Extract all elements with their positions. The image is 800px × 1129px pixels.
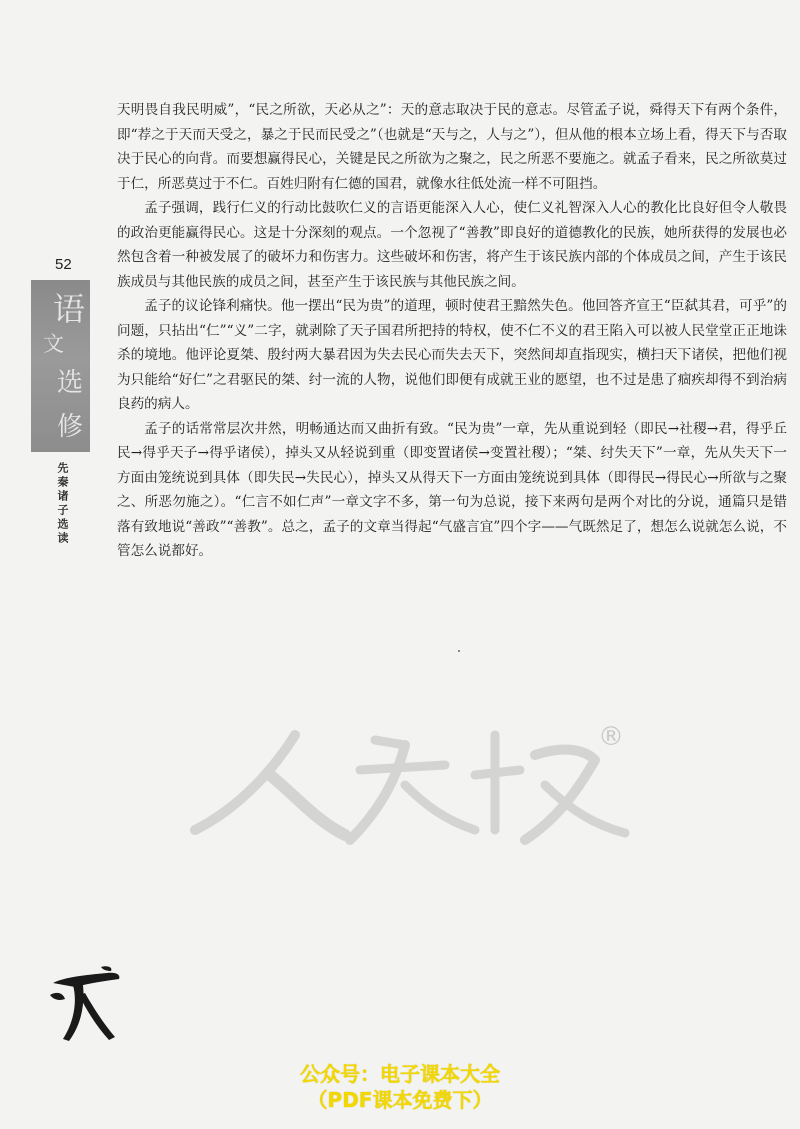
promo-line-2: （PDF课本免费下） xyxy=(307,1088,493,1112)
side-tab-glyph-4: 修 xyxy=(57,412,84,442)
series-title: 先秦诸子选读 xyxy=(56,462,69,546)
registered-mark: ® xyxy=(598,722,624,752)
side-tab-glyph-3: 选 xyxy=(57,368,84,398)
page-number: 52 xyxy=(55,256,72,273)
promo-line-1: 公众号：电子课本大全 xyxy=(300,1062,500,1086)
body-text xyxy=(117,98,787,564)
side-tab xyxy=(31,280,90,452)
publisher-watermark-logo xyxy=(175,715,645,855)
paragraph-2: 孟子强调，践行仁义的行动比鼓吹仁义的言语更能深入人心，使仁义礼智深入人心的教化比良好但令人敬畏的政治更能赢得民心。这是十分深刻的观点。一个忽视了“善教”即良好的道德教化的民族，她所获得的发展也必然包含着一种被发展了的破坏力和伤害力。这些破坏和伤害，将产生于该民族内部的个体成员之间，产生于该民族成员与其他民族的成员之间，甚至产生于该民族与其他民族之间。 xyxy=(117,200,787,290)
brush-ornament-icon xyxy=(45,965,125,1045)
scan-speck xyxy=(458,650,460,652)
paragraph-4: 孟子的话常常层次井然，明畅通达而又曲折有致。“民为贵”一章，先从重说到轻（即民→社稷→君，得乎丘民→得乎天子→得乎诸侯），掉头又从轻说到重（即变置诸侯→变置社稷）；“桀、纣失天下”一章，先从失天下一方面由笼统说到具体（即失民→失民心），掉头又从得天下一方面由笼统说到具体（即得民→得民心→所欲与之聚之、所恶勿施之）。“仁言不如仁声”一章文字不多，第一句为总说，接下来两句是两个对比的分说，通篇只是错落有致地说“善政”“善教”。总之，孟子的文章当得起“气盛言宜”四个字——气既然足了，想怎么说就怎么说，不管怎么说都好。 xyxy=(117,420,787,559)
side-tab-glyph-1: 语 xyxy=(53,290,86,328)
paragraph-3: 孟子的议论锋利痛快。他一摆出“民为贵”的道理，顿时使君王黯然失色。他回答齐宣王“臣弑其君，可乎”的问题，只拈出“仁”“义”二字，就剥除了天子国君所把持的特权，使不仁不义的君王陷入可以被人民堂堂正正地诛杀的境地。他评论夏桀、殷纣两大暴君因为失去民心而失去天下，突然间却直指现实，横扫天下诸侯，把他们视为只能给“好仁”之君驱民的桀、纣一流的人物，说他们即便有成就王业的愿望，也不过是患了痼疾却得不到治病良药的病人。 xyxy=(117,298,787,412)
paragraph-1: 天明畏自我民明威”，“民之所欲，天必从之”：天的意志取决于民的意志。尽管孟子说，舜得天下有两个条件，即“荐之于天而天受之，暴之于民而民受之”（也就是“天与之，人与之”），但从他的根本立场上看，得天下与否取决于民心的向背。而要想赢得民心，关键是民之所欲为之聚之，民之所恶不要施之。就孟子看来，民之所欲莫过于仁，所恶莫过于不仁。百姓归附有仁德的国君，就像水往低处流一样不可阻挡。 xyxy=(117,102,787,192)
side-tab-glyph-2: 文 xyxy=(43,332,64,356)
